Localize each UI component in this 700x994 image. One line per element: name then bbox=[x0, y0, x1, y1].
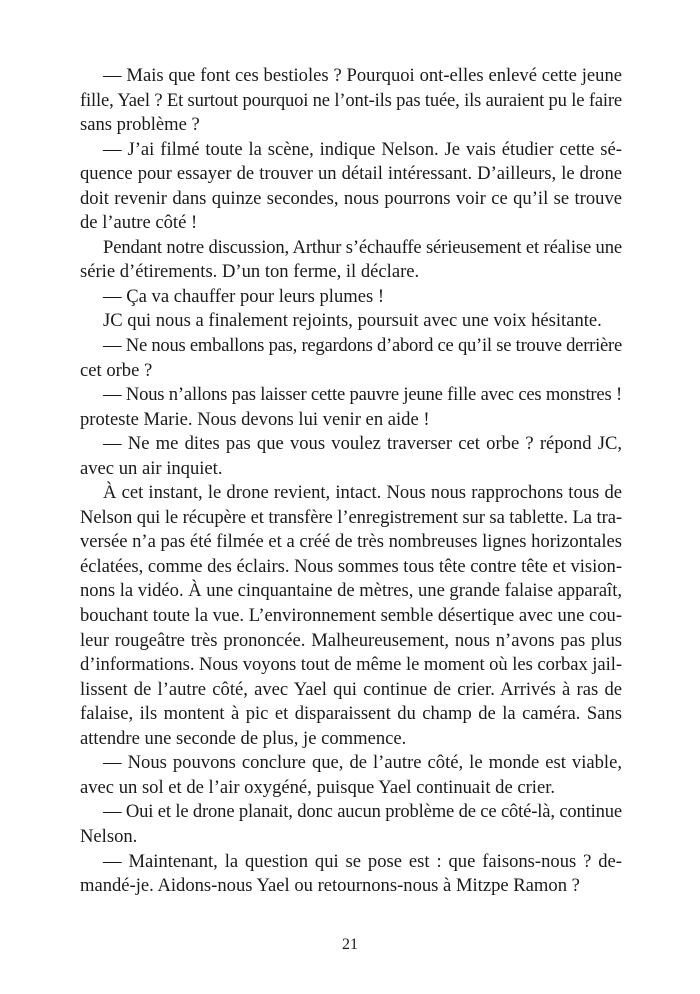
text-line: — Mais que font ces bestioles ? Pourquoi ont-elles enlevé cette jeune bbox=[103, 65, 622, 86]
text-line: quence pour essayer de trouver un détail intéressant. D’ailleurs, le drone bbox=[80, 163, 622, 185]
text-line: — Nous n’allons pas laisser cette pauvre jeune fille avec ces monstres ! bbox=[103, 384, 622, 406]
text-line: — Ça va chauffer pour leurs plumes ! bbox=[103, 285, 385, 307]
text-line: fille, Yael ? Et surtout pourquoi ne l’ont-ils pas tuée, ils auraient pu le faire bbox=[80, 89, 622, 111]
text-line: doit revenir dans quinze secondes, nous pourrons voir ce qu’il se trouve bbox=[80, 187, 622, 209]
text-line: cet orbe ? bbox=[80, 359, 153, 381]
text-line: avec un sol et de l’air oxygéné, puisque Yael continuait de crier. bbox=[80, 776, 556, 798]
text-line: À cet instant, le drone revient, intact. Nous nous rapprochons tous de bbox=[103, 482, 622, 504]
text-line: leur rougeâtre très prononcée. Malheureusement, nous n’avons pas plus bbox=[80, 629, 622, 651]
text-line: d’informations. Nous voyons tout de même le moment où les corbax jail- bbox=[80, 654, 622, 676]
text-line: Pendant notre discussion, Arthur s’échauffe sérieusement et réalise une bbox=[103, 236, 622, 258]
text-line: série d’étirements. D’un ton ferme, il déclare. bbox=[80, 261, 420, 283]
text-line: sans problème ? bbox=[80, 114, 200, 136]
page-body bbox=[80, 64, 622, 899]
text-line: — J’ai filmé toute la scène, indique Nelson. Je vais étudier cette sé- bbox=[103, 138, 622, 160]
text-line: mandé-je. Aidons-nous Yael ou retournons-nous à Mitzpe Ramon ? bbox=[80, 875, 580, 897]
page-number: 21 bbox=[342, 936, 358, 953]
text-line: — Nous pouvons conclure que, de l’autre côté, le monde est viable, bbox=[103, 752, 622, 774]
text-line: — Maintenant, la question qui se pose est : que faisons-nous ? de- bbox=[103, 850, 622, 872]
text-line: — Ne nous emballons pas, regardons d’abord ce qu’il se trouve derrière bbox=[103, 335, 622, 357]
text-line: avec un air inquiet. bbox=[80, 457, 223, 479]
text-line: Nelson. bbox=[80, 825, 138, 847]
text-line: Nelson qui le récupère et transfère l’enregistrement sur sa tablette. La tra- bbox=[80, 506, 622, 528]
text-line: éclatées, comme des éclairs. Nous sommes tous tête contre tête et vision- bbox=[80, 555, 622, 577]
text-line: attendre une seconde de plus, je commence. bbox=[80, 727, 407, 749]
text-line: JC qui nous a finalement rejoints, poursuit avec une voix hésitante. bbox=[103, 310, 602, 332]
text-line: lissent de l’autre côté, avec Yael qui continue de crier. Arrivés à ras de bbox=[80, 678, 622, 700]
text-line: de l’autre côté ! bbox=[80, 212, 198, 234]
text-line: — Ne me dites pas que vous voulez traverser cet orbe ? répond JC, bbox=[103, 433, 622, 455]
text-line: proteste Marie. Nous devons lui venir en aide ! bbox=[80, 408, 430, 430]
text-line: falaise, ils montent à pic et disparaissent du champ de la caméra. Sans bbox=[80, 703, 622, 725]
text-line: nons la vidéo. À une cinquantaine de mètres, une grande falaise apparaît, bbox=[80, 580, 622, 602]
text-line: bouchant toute la vue. L’environnement semble désertique avec une cou- bbox=[80, 605, 623, 627]
text-line: — Oui et le drone planait, donc aucun problème de ce côté-là, continue bbox=[103, 801, 622, 823]
text-line: versée n’a pas été filmée et a créé de très nombreuses lignes horizontales bbox=[80, 531, 622, 553]
